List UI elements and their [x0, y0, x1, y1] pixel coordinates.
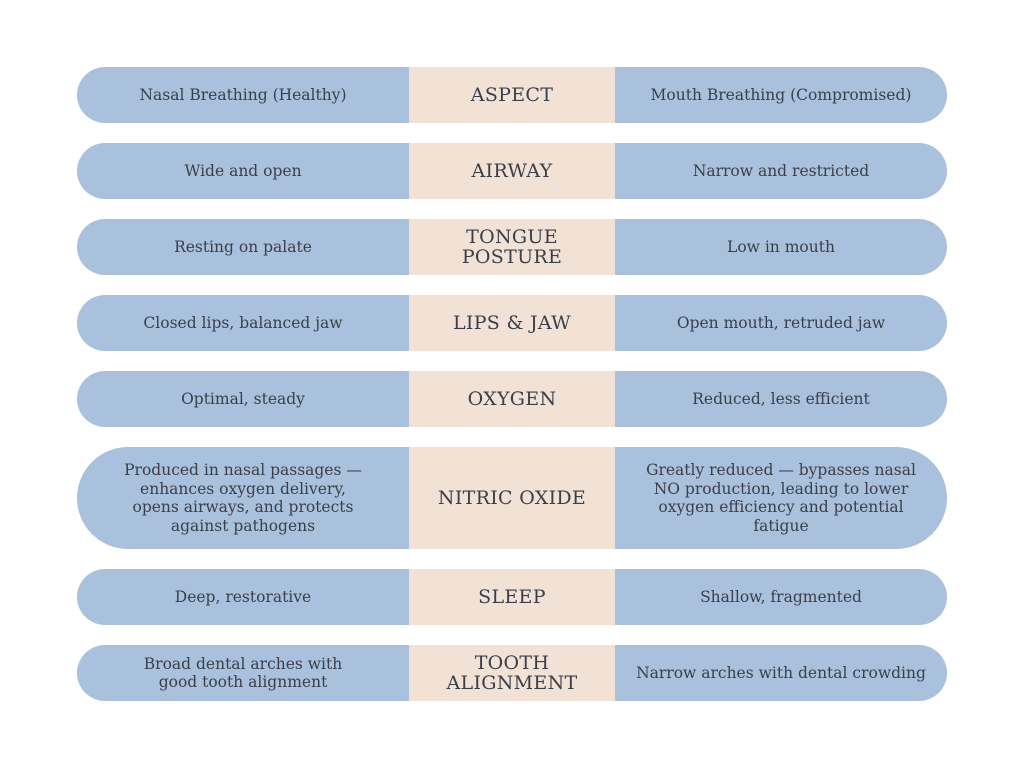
aspect-cell [409, 645, 615, 701]
mouth-cell [615, 67, 947, 123]
mouth-cell [615, 569, 947, 625]
row-nitric-oxide [77, 447, 947, 549]
row-aspect [77, 67, 947, 123]
nasal-text: Wide and open [184, 161, 302, 180]
nasal-text: Nasal Breathing (Healthy) [139, 85, 347, 104]
nasal-text: Resting on palate [174, 237, 312, 256]
nasal-text: Closed lips, balanced jaw [143, 313, 343, 332]
nasal-cell [77, 295, 409, 351]
aspect-text: LIPS & JAW [452, 312, 571, 334]
aspect-cell [409, 143, 615, 199]
mouth-text: Mouth Breathing (Compromised) [650, 85, 912, 104]
mouth-text: Open mouth, retruded jaw [676, 313, 886, 332]
mouth-cell [615, 371, 947, 427]
aspect-cell [409, 447, 615, 549]
nasal-text: Optimal, steady [181, 389, 305, 408]
mouth-cell [615, 447, 947, 549]
nasal-cell [77, 371, 409, 427]
nasal-cell [77, 143, 409, 199]
aspect-text: ASPECT [470, 84, 554, 106]
mouth-cell [615, 219, 947, 275]
mouth-text: Narrow and restricted [692, 161, 870, 180]
nasal-text: Deep, restorative [174, 587, 312, 606]
row-tooth-alignment [77, 645, 947, 701]
aspect-text: OXYGEN [467, 388, 557, 410]
mouth-text: Shallow, fragmented [700, 587, 862, 606]
nasal-cell [77, 569, 409, 625]
aspect-cell [409, 219, 615, 275]
nasal-cell [77, 67, 409, 123]
aspect-text: AIRWAY [471, 160, 553, 182]
aspect-cell [409, 569, 615, 625]
mouth-text: Narrow arches with dental crowding [636, 663, 926, 682]
row-airway [77, 143, 947, 199]
mouth-text: Low in mouth [727, 237, 835, 256]
mouth-cell [615, 295, 947, 351]
mouth-text: Reduced, less efficient [692, 389, 870, 408]
aspect-cell [409, 371, 615, 427]
aspect-text: TOOTH ALIGNMENT [446, 652, 578, 694]
nasal-cell [77, 447, 409, 549]
aspect-text: SLEEP [478, 586, 546, 608]
row-tongue-posture [77, 219, 947, 275]
aspect-text: NITRIC OXIDE [437, 487, 587, 509]
row-lips-jaw [77, 295, 947, 351]
mouth-cell [615, 143, 947, 199]
mouth-text: Greatly reduced — bypasses nasal NO production, leading to lower oxygen efficiency and potential fatigue [646, 461, 916, 535]
row-sleep [77, 569, 947, 625]
nasal-text: Broad dental arches with good tooth alignment [143, 654, 343, 691]
aspect-text: TONGUE POSTURE [461, 226, 563, 268]
mouth-cell [615, 645, 947, 701]
row-oxygen [77, 371, 947, 427]
nasal-cell [77, 645, 409, 701]
nasal-text: Produced in nasal passages — enhances oxygen delivery, opens airways, and protects against pathogens [124, 461, 362, 535]
aspect-cell [409, 67, 615, 123]
aspect-cell [409, 295, 615, 351]
nasal-cell [77, 219, 409, 275]
